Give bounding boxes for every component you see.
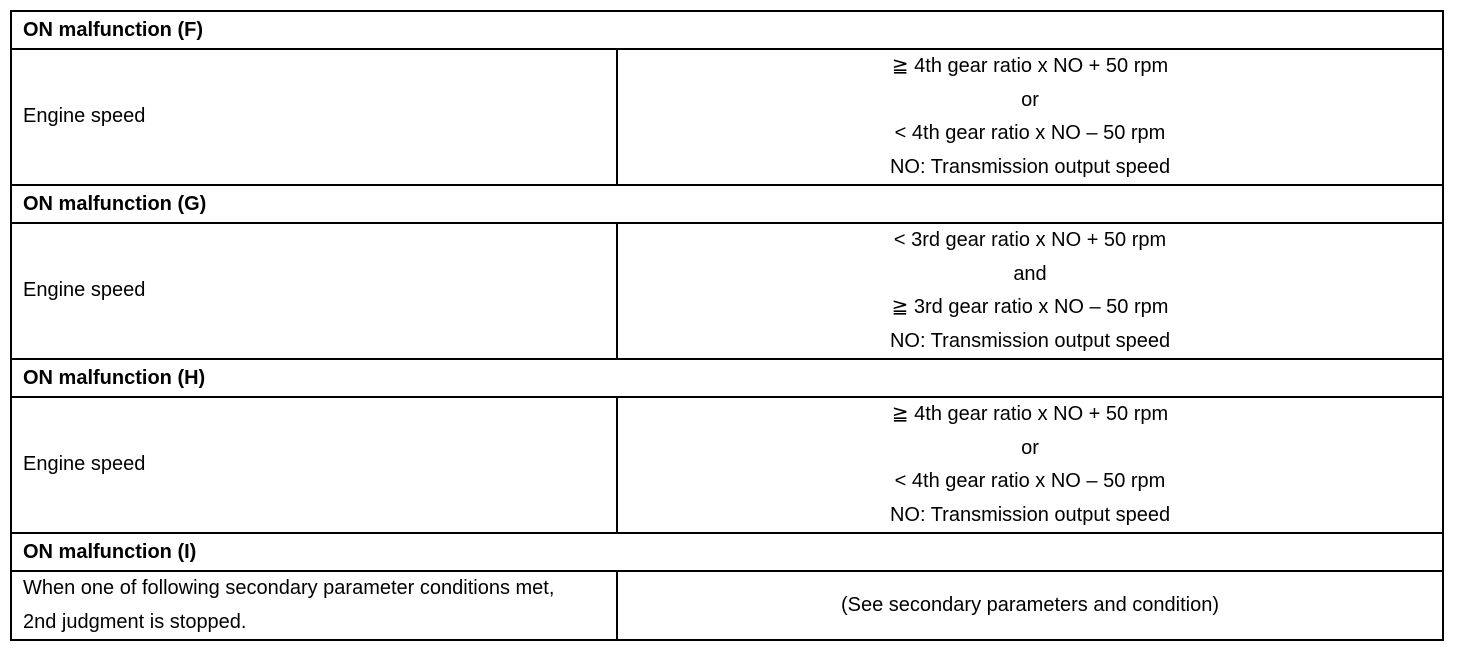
- condition-line: < 4th gear ratio x NO – 50 rpm: [894, 122, 1166, 144]
- condition-line: NO: Transmission output speed: [889, 155, 1171, 178]
- section-header-row: [11, 185, 1443, 223]
- parameter-cell: [11, 571, 617, 640]
- condition-line: or: [1021, 436, 1039, 459]
- parameter-cell: [11, 49, 617, 185]
- condition-line: and: [1013, 262, 1047, 285]
- parameter-text: 2nd judgment is stopped.: [23, 610, 247, 633]
- section-header: ON malfunction (H): [11, 359, 1443, 397]
- condition-row: [11, 571, 1443, 640]
- condition-line: NO: Transmission output speed: [889, 329, 1171, 352]
- parameter-text: Engine speed: [23, 279, 146, 302]
- condition-line: ≧ 3rd gear ratio x NO – 50 rpm: [891, 296, 1169, 318]
- condition-line: (See secondary parameters and condition): [841, 593, 1219, 616]
- condition-cell: [617, 223, 1443, 359]
- malfunction-conditions-table: [10, 10, 1444, 641]
- parameter-cell: [11, 397, 617, 533]
- parameter-text: Engine speed: [23, 105, 146, 128]
- parameter-cell: [11, 223, 617, 359]
- condition-line: NO: Transmission output speed: [889, 503, 1171, 526]
- condition-line: < 3rd gear ratio x NO + 50 rpm: [893, 229, 1167, 251]
- parameter-text: When one of following secondary parameter conditions met,: [23, 577, 555, 599]
- condition-cell: [617, 571, 1443, 640]
- section-header-row: [11, 11, 1443, 49]
- section-header: ON malfunction (G): [11, 185, 1443, 223]
- section-header-row: [11, 533, 1443, 571]
- section-header: ON malfunction (I): [11, 533, 1443, 571]
- condition-row: [11, 223, 1443, 359]
- condition-line: < 4th gear ratio x NO – 50 rpm: [894, 470, 1166, 492]
- section-header-row: [11, 359, 1443, 397]
- condition-cell: [617, 397, 1443, 533]
- section-header: ON malfunction (F): [11, 11, 1443, 49]
- condition-row: [11, 397, 1443, 533]
- condition-line: ≧ 4th gear ratio x NO + 50 rpm: [891, 403, 1169, 425]
- condition-line: or: [1021, 88, 1039, 111]
- parameter-text: Engine speed: [23, 453, 146, 476]
- condition-row: [11, 49, 1443, 185]
- condition-line: ≧ 4th gear ratio x NO + 50 rpm: [891, 55, 1169, 77]
- condition-cell: [617, 49, 1443, 185]
